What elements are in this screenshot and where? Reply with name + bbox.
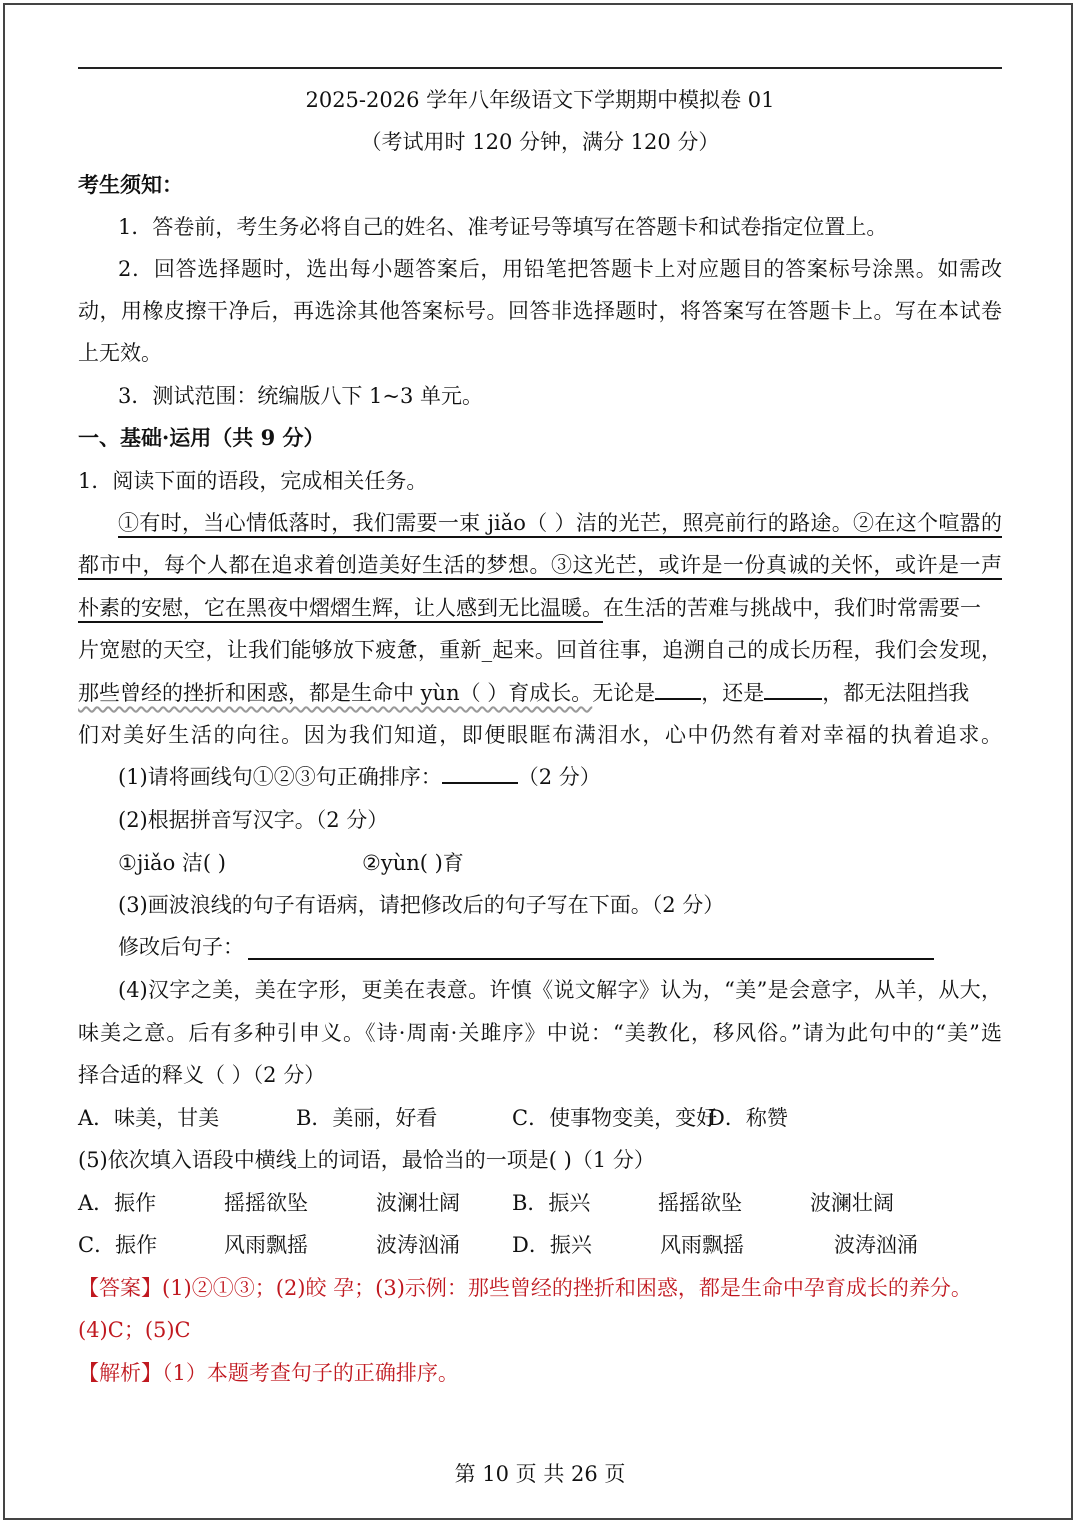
option-b-phrase-1: 摇摇欲坠 [658,1191,742,1215]
question-1-stem: 1．阅读下面的语段，完成相关任务。 [78,469,428,493]
header-rule [78,67,1002,69]
notice-item-2-line-3: 上无效。 [78,341,162,365]
passage-line-3 [78,593,1002,623]
option-b-word: B．振兴 [512,1191,591,1215]
revised-sentence-line [248,958,934,960]
option-a-word: A．振作 [78,1191,157,1215]
underlined-sentence: ①有时，当心情低落时，我们需要一束 jiǎo（ ）洁的光芒，照亮前行的路途。②在这个喧嚣的 [118,511,1002,535]
passage-line-1 [118,508,1002,538]
revised-sentence-label: 修改后句子： [118,935,244,959]
fill-blank-1 [655,678,701,700]
pinyin-item-2: ②yùn( )育 [362,851,464,875]
passage-line-5 [78,678,1002,708]
passage-text: 在生活的苦难与挑战中，我们时常需要一 [603,596,981,620]
wavy-sentence: 那些曾经的挫折和困惑，都是生命中 yùn（ ）育成长。 [78,681,593,705]
answer-line-2: (4)C；(5)C [78,1318,191,1342]
exam-title: 2025-2026 学年八年级语文下学期期中模拟卷 01 [305,88,775,112]
answer-blank [442,762,518,784]
sub-question-5: (5)依次填入语段中横线上的词语，最恰当的一项是( )（1 分） [78,1148,655,1172]
sub-question-1-text: (1)请将画线句①②③句正确排序： [118,765,442,789]
sub-question-4-line-3: 择合适的释义（ ）（2 分） [78,1063,326,1087]
option-c-word: C．振作 [78,1233,158,1257]
option-d-phrase-1: 风雨飘摇 [660,1233,744,1257]
passage-line-4: 片宽慰的天空，让我们能够放下疲惫，重新_起来。回首往事，追溯自己的成长历程，我们会发现， [78,638,1002,662]
sub-question-1 [118,762,1002,792]
sub-question-2: (2)根据拼音写汉字。（2 分） [118,808,389,832]
notice-item-3: 3．测试范围：统编版八下 1~3 单元。 [118,384,484,408]
passage-text: 无论是 [592,681,656,705]
passage-line-2 [78,550,1002,580]
underlined-sentence: 朴素的安慰，它在黑夜中熠熠生辉，让人感到无比温暖。 [78,596,603,620]
notice-item-2-line-2: 动，用橡皮擦干净后，再选涂其他答案标号。回答非选择题时，将答案写在答题卡上。写在本试卷 [78,299,1002,323]
option-d-phrase-2: 波涛汹涌 [834,1233,918,1257]
passage-text: ，还是 [701,681,765,705]
underlined-sentence: 都市中，每个人都在追求着创造美好生活的梦想。③这光芒，或许是一份真诚的关怀，或许是一声 [78,553,1002,577]
option-a-phrase-2: 波澜壮阔 [376,1191,460,1215]
option-a: A．味美，甘美 [78,1106,220,1130]
option-c: C．使事物变美，变好 [512,1106,718,1130]
option-d-word: D．振兴 [512,1233,592,1257]
score-label: （2 分） [517,765,601,789]
option-b: B．美丽，好看 [296,1106,438,1130]
pinyin-item-1: ①jiǎo 洁( ) [118,851,226,875]
answer-line-1: 【答案】(1)②①③；(2)皎 孕；(3)示例：那些曾经的挫折和困惑，都是生命中孕育成长的养分。 [78,1276,972,1300]
option-a-phrase-1: 摇摇欲坠 [224,1191,308,1215]
passage-text: ，都无法阻挡我 [822,681,970,705]
sub-question-4-line-1: (4)汉字之美，美在字形，更美在表意。许慎《说文解字》认为，“美”是会意字，从羊，从大， [118,978,1002,1002]
notice-item-1: 1．答卷前，考生务必将自己的姓名、准考证号等填写在答题卡和试卷指定位置上。 [118,215,888,239]
notice-item-2-line-1: 2．回答选择题时，选出每小题答案后，用铅笔把答题卡上对应题目的答案标号涂黑。如需改 [118,257,1002,281]
exam-subtitle: （考试用时 120 分钟，满分 120 分） [360,130,720,154]
passage-line-6: 们对美好生活的向往。因为我们知道，即便眼眶布满泪水，心中仍然有着对幸福的执着追求。 [78,723,1002,747]
fill-blank-2 [764,678,822,700]
sub-question-4-line-2: 味美之意。后有多种引申义。《诗·周南·关雎序》中说：“美教化，移风俗。”请为此句中的“美”选 [78,1021,1002,1045]
sub-question-3: (3)画波浪线的句子有语病，请把修改后的句子写在下面。（2 分） [118,893,725,917]
analysis-line: 【解析】（1）本题考查句子的正确排序。 [78,1361,459,1385]
option-c-phrase-2: 波涛汹涌 [376,1233,460,1257]
section-heading: 一、基础·运用（共 9 分） [78,425,325,450]
option-b-phrase-2: 波澜壮阔 [810,1191,894,1215]
page-number: 第 10 页 共 26 页 [454,1462,626,1486]
notice-heading: 考生须知： [78,172,183,197]
option-d: D．称赞 [708,1106,788,1130]
option-c-phrase-1: 风雨飘摇 [224,1233,308,1257]
